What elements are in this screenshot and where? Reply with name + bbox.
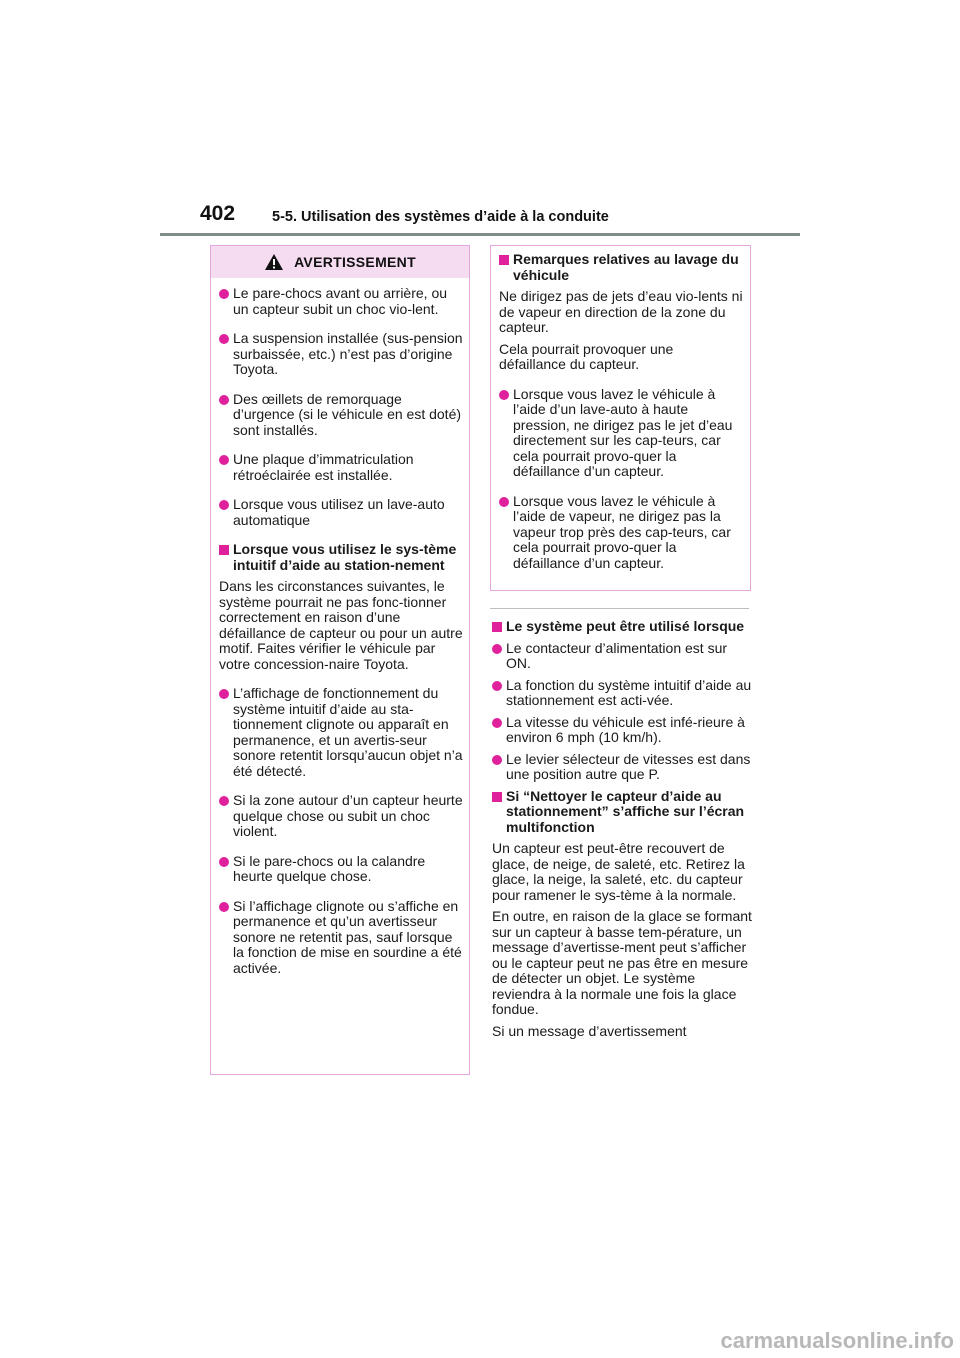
section-divider [490, 608, 749, 609]
notes-item: Lorsque vous lavez le véhicule à l’aide de vapeur, ne dirigez pas la vapeur trop près des cap-teurs, car cela pourrait provo-quer la défaillance d’un capteur. [499, 494, 744, 572]
bullet-icon [492, 718, 502, 728]
square-bullet-icon [219, 545, 229, 555]
bullet-icon [219, 289, 229, 299]
bullet-icon [219, 395, 229, 405]
right-column [492, 619, 754, 1039]
right-item: La vitesse du véhicule est infé-rieure à environ 6 mph (10 km/h). [492, 715, 754, 746]
notes-paragraph: Cela pourrait provoquer une défaillance du capteur. [499, 340, 674, 372]
right-paragraph: Un capteur est peut-être recouvert de glace, de neige, de saleté, etc. Retirez la glace, la neige, la saleté, etc. du capteur pour ramener le sys-tème à la normale. [492, 840, 745, 903]
square-bullet-icon [492, 622, 502, 632]
warning-title: AVERTISSEMENT [294, 254, 416, 270]
square-bullet-icon [499, 255, 509, 265]
header-rule [160, 233, 800, 236]
bullet-icon [219, 689, 229, 699]
bullet-icon [492, 681, 502, 691]
warning-item: Si l’affichage clignote ou s’affiche en permanence et qu’un avertisseur sonore ne retentit pas, sauf lorsque la fonction de mise en sourdine a été activée. [219, 899, 463, 977]
watermark: carmanualsonline.info [720, 1328, 954, 1353]
right-item: La fonction du système intuitif d’aide au stationnement est acti-vée. [492, 678, 754, 709]
warning-triangle-icon [264, 253, 284, 271]
warning-header [211, 246, 469, 278]
right-paragraph: En outre, en raison de la glace se formant sur un capteur à basse tem-pérature, un message d’avertisse-ment peut s’afficher ou le capteur peut ne pas être en mesure de détecter un objet. Le système reviendra à la normale une fois la glace fondue. [492, 908, 752, 1017]
right-heading: Le système peut être utilisé lorsque [492, 619, 754, 635]
warning-item: La suspension installée (sus-pension surbaissée, etc.) n’est pas d’origine Toyota. [219, 331, 463, 378]
warning-item: Une plaque d’immatriculation rétroéclairée est installée. [219, 452, 463, 483]
notes-paragraph: Ne dirigez pas de jets d’eau vio-lents ni de vapeur en direction de la zone du capteur. [499, 288, 743, 335]
warning-paragraph: Dans les circonstances suivantes, le système pourrait ne pas fonc-tionner correctement en raison d’une défaillance de capteur ou pour un autre motif. Faites vérifier le véhicule par votre concession-naire Toyota. [219, 578, 463, 672]
bullet-icon [499, 497, 509, 507]
bullet-icon [499, 390, 509, 400]
notes-item: Lorsque vous lavez le véhicule à l’aide d’un lave-auto à haute pression, ne dirigez pas le jet d’eau directement sur les cap-teurs, car cela pourrait provo-quer la défaillance d’un capteur. [499, 387, 744, 480]
bullet-icon [219, 796, 229, 806]
bullet-icon [219, 857, 229, 867]
bullet-icon [219, 455, 229, 465]
square-bullet-icon [492, 792, 502, 802]
bullet-icon [219, 902, 229, 912]
warning-item: Lorsque vous utilisez un lave-auto automatique [219, 497, 463, 528]
warning-box [210, 245, 470, 1075]
bullet-icon [492, 755, 502, 765]
warning-body [219, 280, 463, 976]
warning-item: Si la zone autour d’un capteur heurte quelque chose ou subit un choc violent. [219, 793, 463, 840]
right-paragraph: Si un message d’avertissement [492, 1022, 687, 1039]
notes-box [490, 245, 751, 591]
bullet-icon [219, 500, 229, 510]
warning-item: Le pare-chocs avant ou arrière, ou un capteur subit un choc vio-lent. [219, 286, 463, 317]
right-item: Le contacteur d’alimentation est sur ON. [492, 641, 754, 672]
notes-heading: Remarques relatives au lavage du véhicule [499, 252, 744, 283]
bullet-icon [219, 334, 229, 344]
warning-item: L’affichage de fonctionnement du système intuitif d’aide au sta-tionnement clignote ou apparaît en permanence, et un avertis-seur sonore retentit lorsqu’aucun objet n’a été détecté. [219, 686, 463, 779]
section-title: 5-5. Utilisation des systèmes d’aide à la conduite [272, 209, 609, 225]
warning-item: Des œillets de remorquage d’urgence (si le véhicule en est doté) sont installés. [219, 392, 463, 439]
right-item: Le levier sélecteur de vitesses est dans une position autre que P. [492, 752, 754, 783]
notes-body [499, 252, 744, 571]
right-heading: Si “Nettoyer le capteur d’aide au stationnement” s’affiche sur l’écran multifonction [492, 789, 754, 836]
warning-item: Si le pare-chocs ou la calandre heurte quelque chose. [219, 854, 463, 885]
bullet-icon [492, 644, 502, 654]
warning-subheading: Lorsque vous utilisez le sys-tème intuitif d’aide au station-nement [219, 542, 463, 573]
page-number: 402 [200, 202, 236, 225]
